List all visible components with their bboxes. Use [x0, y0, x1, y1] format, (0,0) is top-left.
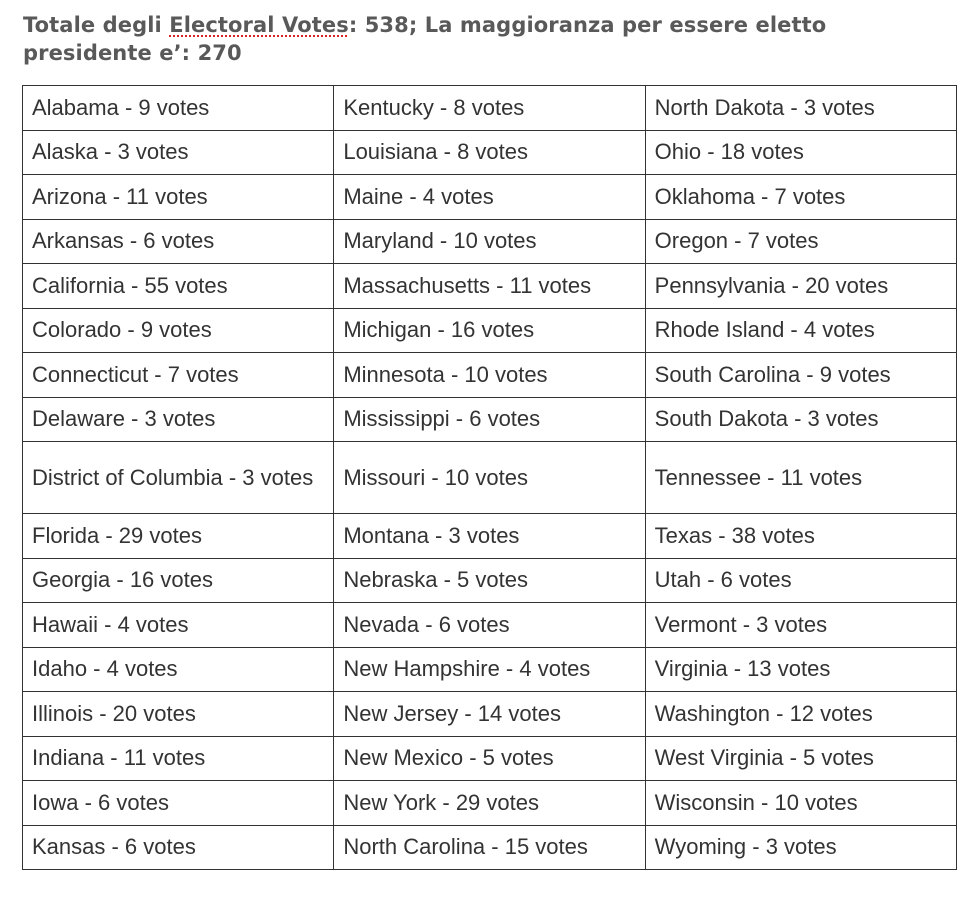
heading-text-start: Totale degli	[23, 13, 170, 37]
table-cell: Georgia - 16 votes	[23, 558, 334, 603]
table-cell: Rhode Island - 4 votes	[645, 308, 956, 353]
table-cell: Arizona - 11 votes	[23, 175, 334, 220]
table-cell: Kansas - 6 votes	[23, 825, 334, 870]
table-row	[23, 442, 957, 514]
table-row	[23, 781, 957, 826]
table-cell: Texas - 38 votes	[645, 514, 956, 559]
table-cell: Indiana - 11 votes	[23, 736, 334, 781]
table-row	[23, 603, 957, 648]
table-cell: Hawaii - 4 votes	[23, 603, 334, 648]
table-cell: Delaware - 3 votes	[23, 397, 334, 442]
table-cell: New York - 29 votes	[334, 781, 645, 826]
table-cell: District of Columbia - 3 votes	[23, 442, 334, 514]
table-row	[23, 219, 957, 264]
table-cell: Illinois - 20 votes	[23, 692, 334, 737]
table-cell: Kentucky - 8 votes	[334, 86, 645, 131]
table-row	[23, 175, 957, 220]
table-cell: Montana - 3 votes	[334, 514, 645, 559]
table-cell: Massachusetts - 11 votes	[334, 264, 645, 309]
table-row	[23, 736, 957, 781]
table-cell: Wisconsin - 10 votes	[645, 781, 956, 826]
electoral-votes-table	[22, 85, 957, 870]
table-cell: West Virginia - 5 votes	[645, 736, 956, 781]
table-cell: North Dakota - 3 votes	[645, 86, 956, 131]
table-cell: Michigan - 16 votes	[334, 308, 645, 353]
table-cell: South Dakota - 3 votes	[645, 397, 956, 442]
table-cell: Utah - 6 votes	[645, 558, 956, 603]
table-cell: Virginia - 13 votes	[645, 647, 956, 692]
table-cell: Minnesota - 10 votes	[334, 353, 645, 398]
table-cell: Oregon - 7 votes	[645, 219, 956, 264]
page-heading	[23, 11, 958, 67]
table-cell: South Carolina - 9 votes	[645, 353, 956, 398]
table-body	[23, 86, 957, 870]
table-cell: Nebraska - 5 votes	[334, 558, 645, 603]
table-cell: California - 55 votes	[23, 264, 334, 309]
table-cell: Vermont - 3 votes	[645, 603, 956, 648]
table-cell: Idaho - 4 votes	[23, 647, 334, 692]
table-row	[23, 397, 957, 442]
table-cell: Louisiana - 8 votes	[334, 130, 645, 175]
table-cell: Missouri - 10 votes	[334, 442, 645, 514]
table-cell: Ohio - 18 votes	[645, 130, 956, 175]
table-row	[23, 825, 957, 870]
heading-text-end: : 538; La maggioranza per essere eletto presidente e’: 270	[23, 13, 827, 65]
heading-spellcheck-term: Electoral Votes	[169, 13, 349, 37]
table-row	[23, 264, 957, 309]
table-cell: Iowa - 6 votes	[23, 781, 334, 826]
table-row	[23, 558, 957, 603]
table-row	[23, 514, 957, 559]
table-cell: Connecticut - 7 votes	[23, 353, 334, 398]
table-cell: Wyoming - 3 votes	[645, 825, 956, 870]
table-cell: Washington - 12 votes	[645, 692, 956, 737]
table-cell: Colorado - 9 votes	[23, 308, 334, 353]
table-cell: New Mexico - 5 votes	[334, 736, 645, 781]
table-row	[23, 86, 957, 131]
table-cell: Oklahoma - 7 votes	[645, 175, 956, 220]
table-cell: Nevada - 6 votes	[334, 603, 645, 648]
table-cell: Mississippi - 6 votes	[334, 397, 645, 442]
table-row	[23, 692, 957, 737]
table-cell: North Carolina - 15 votes	[334, 825, 645, 870]
table-cell: Maryland - 10 votes	[334, 219, 645, 264]
table-cell: New Hampshire - 4 votes	[334, 647, 645, 692]
table-cell: Alaska - 3 votes	[23, 130, 334, 175]
table-cell: Alabama - 9 votes	[23, 86, 334, 131]
table-row	[23, 130, 957, 175]
table-cell: Maine - 4 votes	[334, 175, 645, 220]
table-row	[23, 308, 957, 353]
table-cell: Pennsylvania - 20 votes	[645, 264, 956, 309]
table-cell: Florida - 29 votes	[23, 514, 334, 559]
table-cell: Arkansas - 6 votes	[23, 219, 334, 264]
table-row	[23, 353, 957, 398]
table-cell: New Jersey - 14 votes	[334, 692, 645, 737]
table-cell: Tennessee - 11 votes	[645, 442, 956, 514]
table-row	[23, 647, 957, 692]
